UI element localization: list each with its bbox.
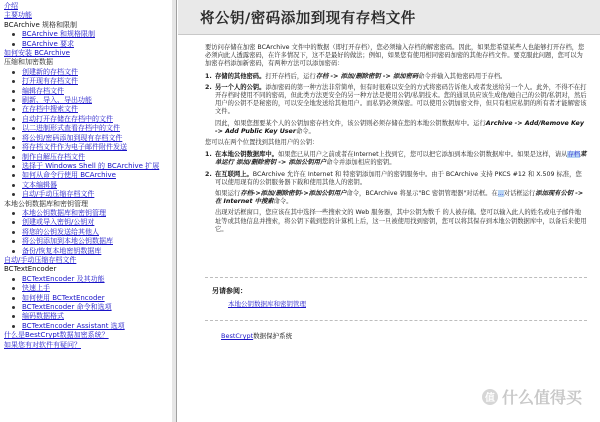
method-item-2 — [205, 84, 587, 136]
toc-item-label[interactable]: 文本编辑器 — [22, 180, 57, 189]
toc-item-label[interactable]: 自动/手动压缩存档文件 — [4, 255, 77, 264]
toc-item-label[interactable]: 将公钥添加到本地公钥数据库 — [22, 237, 113, 246]
archive-menu-link[interactable]: 存档 — [567, 151, 581, 159]
toc-item-label[interactable]: 如果您有对软件有疑问？ — [4, 340, 81, 349]
toc-item[interactable] — [4, 209, 176, 218]
toc-item-label[interactable]: 快速上手 — [22, 284, 50, 293]
toc-item[interactable] — [4, 294, 176, 303]
toc-item-label[interactable]: 刷新、导入、导出功能 — [22, 96, 92, 105]
toc-item[interactable] — [4, 237, 176, 246]
toc-item[interactable] — [4, 96, 176, 105]
toc-item-label[interactable]: 创建或导入密钥/公钥对 — [22, 218, 95, 227]
page-title: 将公钥/密码添加到现有存档文件 — [200, 11, 416, 27]
toc-item[interactable] — [4, 331, 176, 340]
outro-text: 出现对话框窗口，您应该在其中选择一些搜索文的 Web 服务器，其中公钥为数千 的人被存储。您可以输入此人的姓名或电子邮件地址等或其他信息并搜索，将公钥下载到您的计算机上后，这一旦被使用找到密钥，您可以将其保存到本地公钥数据库中，以备后来使用它。 — [215, 209, 587, 233]
see-also-link[interactable]: 本地公钥数据库和密钥管理 — [228, 300, 306, 308]
toc-item[interactable] — [4, 49, 176, 58]
toc-item[interactable] — [4, 2, 176, 11]
watermark — [482, 385, 582, 408]
article-body — [205, 44, 587, 237]
toc-item-label[interactable]: 如何从命令行使用 BCArchive — [22, 171, 116, 180]
location-item-2 — [205, 171, 587, 234]
toc-item — [4, 21, 176, 30]
toc-item — [4, 200, 176, 209]
toc-item-label: 本地公钥数据库和密钥管理 — [4, 199, 88, 208]
toc-item-label[interactable]: 将您的公钥发送给其他人 — [22, 227, 99, 236]
toc-item-label[interactable]: 打开现有存档文件 — [22, 77, 78, 86]
item-tail: 命令并添加相应的密钥。 — [326, 159, 396, 167]
toc-item-label[interactable]: 编码数据格式 — [22, 312, 64, 321]
toc-item[interactable] — [4, 68, 176, 77]
toc-item-label[interactable]: 在存档中搜索文件 — [22, 105, 78, 114]
toc-item-label[interactable]: 编辑存档文件 — [22, 86, 64, 95]
toc-item-label: 压缩和加密数据 — [4, 58, 53, 67]
toc-item-label[interactable]: 什么是BestCrypt数据加密系统？ — [4, 331, 109, 340]
toc-item-label[interactable]: BCTextEncoder 及其功能 — [22, 274, 105, 283]
toc-sidebar — [0, 0, 177, 422]
toc-item-label: BCTextEncoder — [4, 265, 57, 274]
menu-path: 存档 -> 添加/删除密钥 -> 添加密码 — [315, 72, 419, 80]
bestcrypt-link[interactable]: BestCrypt — [221, 332, 254, 340]
item-lead: 另一个人的公钥。 — [215, 83, 266, 91]
item-lead: 在互联网上。 — [215, 170, 253, 178]
toc-item-label[interactable]: 将公钥/密码添加到现有存档文件 — [22, 133, 123, 142]
toc-item-label[interactable]: 制作自解压存档文件 — [22, 152, 85, 161]
toc-item[interactable] — [4, 228, 176, 237]
toc-item[interactable] — [4, 87, 176, 96]
toc-item[interactable] — [4, 134, 176, 143]
watermark-logo-icon: 值 — [482, 389, 498, 405]
item-text: 如果运行 — [215, 190, 241, 198]
title-band — [178, 0, 600, 35]
toc-item-label: BCArchive 规格和限制 — [4, 20, 77, 29]
toc-item[interactable] — [4, 153, 176, 162]
item-subparagraph — [215, 120, 587, 136]
toc-item[interactable] — [4, 303, 176, 312]
content-pane — [178, 0, 600, 422]
toc-list — [0, 0, 176, 350]
item-text: 打开存档后，运行 — [265, 72, 316, 80]
toc-item[interactable] — [4, 256, 176, 265]
divider — [205, 277, 587, 278]
toc-item[interactable] — [4, 77, 176, 86]
toc-item-label[interactable]: 主要功能 — [4, 11, 32, 20]
toc-item-label[interactable]: 自动打开存储在存档中的文件 — [22, 114, 113, 123]
toc-item[interactable] — [4, 124, 176, 133]
toc-item-label[interactable]: BCTextEncoder 命令和选项 — [22, 303, 112, 311]
toc-item[interactable] — [4, 181, 176, 190]
toc-item-label[interactable]: BCTextEncoder Assistant 选项 — [22, 321, 125, 330]
item-tail: 命令并输入其他密码用于存档。 — [418, 72, 507, 80]
menu-path: Archive -> Add/Remove Key -> Add Public Key User — [215, 119, 584, 135]
toc-item[interactable] — [4, 105, 176, 114]
toc-item[interactable] — [4, 162, 176, 171]
item-text: 命令，BCArchive 将显示"BC 密钥管理器"对话框。在 — [346, 190, 498, 198]
toc-item[interactable] — [4, 30, 176, 39]
toc-item-label[interactable]: 选择于 Windows Shell 的 BCArchive 扩展 — [22, 161, 160, 170]
item-text: 如果您已从用户之前或者在Internet上找到它，您可以把它添加到本地公钥数据库中。如果是这样，请从 — [277, 151, 568, 159]
footer-text: 数据保护系统 — [253, 332, 293, 340]
toc-item[interactable] — [4, 171, 176, 180]
divider — [205, 320, 587, 321]
toc-item[interactable] — [4, 143, 176, 152]
choose-paragraph: 您可以在两个位置找到其他用户的公钥： — [205, 139, 319, 147]
selection-highlight[interactable]: ... — [497, 190, 504, 198]
item-number: 2. — [205, 170, 212, 178]
method-item-1 — [205, 73, 587, 81]
toc-item-label[interactable]: 创建新的存档文件 — [22, 67, 78, 76]
toc-item-label[interactable]: 如何使用 BCTextEncoder — [22, 293, 105, 302]
toc-item[interactable] — [4, 284, 176, 293]
location-list — [205, 151, 587, 234]
toc-item — [4, 58, 176, 67]
toc-item[interactable] — [4, 115, 176, 124]
item-tail: 命令。 — [295, 127, 315, 135]
item-tail: 命令。 — [273, 198, 293, 206]
item-text: 对话框运行 — [503, 190, 536, 198]
menu-path: 添加现有公钥 -> 在 Internet 中搜索 — [215, 190, 584, 206]
item-text: BCArchive 允许在 Internet 和 特密钥添加用户的密钥服务中。由于 BCArchive 支持 PKCS #12 和 X.509 标准，您可以使用现有的公钥服务器下载和使用其他人的密钥。 — [215, 170, 582, 186]
intro-paragraph: 要访问存储在加密 BCArchive 文件中的数据（即打开存档），您必须输入存档的解密密码。因此，如果您希望某些人也能够打开存档，您必须向此人透露密码，在许多情况下，这不是最好的做法；例如，如果您有使用相同密码加密的其他存档文件。要克服此问题，您可以为加密存档添加新密码，有两种方法可以添加密码： — [205, 44, 585, 68]
toc-item-label[interactable]: 如何安装 BCArchive — [4, 49, 70, 58]
toc-item-label[interactable]: 将存档文件作为电子邮件附件发送 — [22, 143, 127, 152]
toc-item-label[interactable]: 自动/手动压缩存档文件 — [22, 190, 95, 199]
item-lead: 存储的其他密码。 — [215, 72, 266, 80]
menu-path: 菜单运行 添加/删除密钥 -> 添加公钥用户 — [215, 151, 587, 167]
toc-item — [4, 265, 176, 274]
toc-item-label[interactable]: BCArchive 和规格限制 — [22, 30, 95, 39]
item-number: 1. — [205, 72, 212, 80]
location-item-1 — [205, 151, 587, 167]
footer — [221, 331, 292, 340]
item-text: 因此，如果您想要某个人的公钥加密存档文件，该公钥则必须存储在您的本地公钥数据库中。运行 — [215, 119, 486, 127]
toc-item-label[interactable]: 本地公钥数据库和密钥管理 — [22, 208, 106, 217]
item-lead: 在本地公钥数据库中。 — [215, 151, 278, 159]
menu-path: 存档->添加/删除密钥->添加公钥用户 — [240, 190, 347, 198]
item-text: 添加密码的第一种方法非常简单，但有时很难以安全的方式将密码告诉他人或者发送给另一个人。此外，不得不在打开存档时使用不同的密码，但此类方法更安全的另一种方法是使用公钥/私钥技术。您的通讯员应该生成他/她自己的公钥/私钥对，然后用户的公钥不是秘密的，可以安全地发送给其他用户。而私钥必须保密。可以使用公钥加密文件，但只有相应私钥的所有者才能解密该文件。 — [215, 83, 587, 116]
toc-item-label[interactable]: 介绍 — [4, 2, 18, 10]
item-subparagraph — [215, 209, 587, 234]
see-also-heading: 另请参阅： — [212, 287, 247, 295]
sidebar-scrollbar[interactable] — [172, 0, 176, 422]
toc-item[interactable] — [4, 190, 176, 199]
toc-item[interactable] — [4, 247, 176, 256]
toc-item[interactable] — [4, 312, 176, 321]
toc-item[interactable] — [4, 40, 176, 49]
item-number: 1. — [205, 151, 212, 159]
toc-item[interactable] — [4, 322, 176, 331]
toc-item[interactable] — [4, 11, 176, 20]
toc-item[interactable] — [4, 341, 176, 350]
watermark-text: 什么值得买 — [501, 388, 582, 407]
toc-item-label[interactable]: 以二进制形式查看存档中的文件 — [22, 124, 120, 133]
method-list — [205, 73, 587, 136]
toc-item[interactable] — [4, 275, 176, 284]
item-number: 2. — [205, 83, 212, 91]
toc-item-label[interactable]: 备份/恢复本地密钥数据库 — [22, 246, 102, 255]
toc-item[interactable] — [4, 218, 176, 227]
toc-item-label[interactable]: BCArchive 要求 — [22, 39, 74, 48]
item-subparagraph — [215, 190, 587, 206]
